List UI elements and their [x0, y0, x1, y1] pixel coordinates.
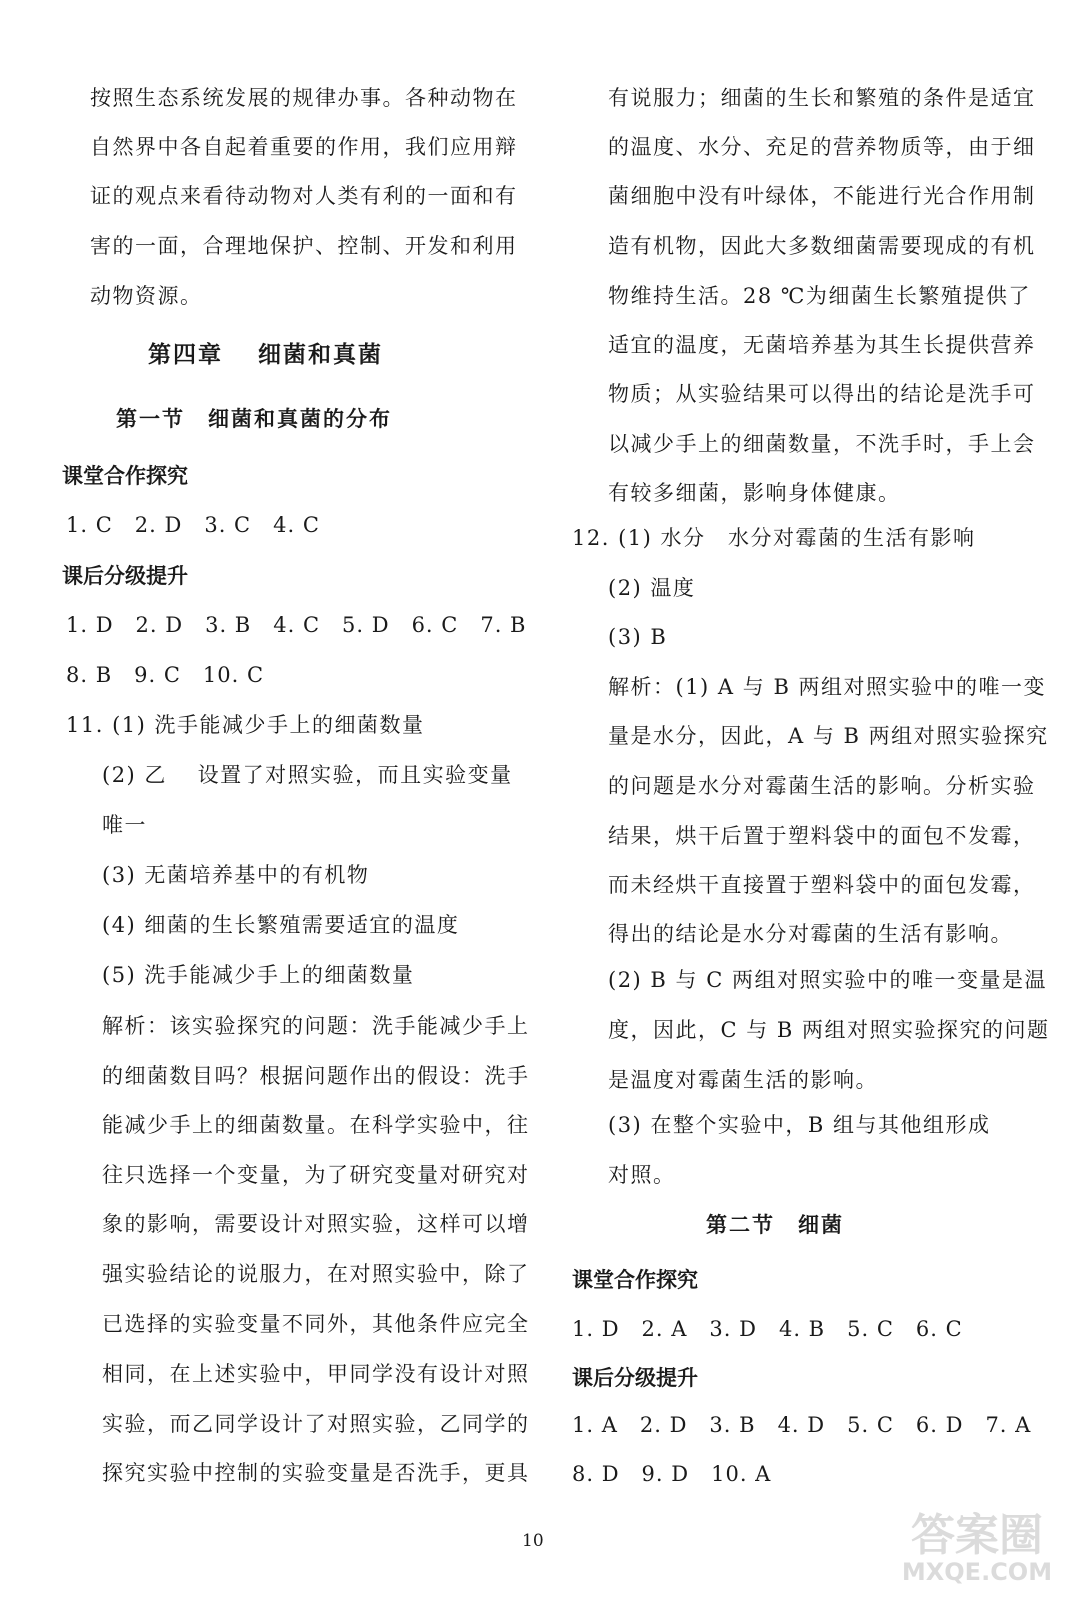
after-class-answers: 8. B 9. C 10. C [66, 663, 265, 687]
q11-answer: (2) 乙 设置了对照实验，而且实验变量 [102, 763, 513, 787]
analysis-line: 得出的结论是水分对霉菌的生活有影响。 [608, 922, 1013, 946]
continued-line: 有较多细菌，影响身体健康。 [608, 481, 901, 505]
analysis-line: 对照。 [608, 1163, 676, 1187]
analysis-line: 而未经烘干直接置于塑料袋中的面包发霉， [608, 873, 1036, 897]
analysis-line: 强实验结论的说服力，在对照实验中，除了 [102, 1262, 530, 1286]
q11-answer: (3) 无菌培养基中的有机物 [102, 863, 370, 887]
analysis-line: 已选择的实验变量不同外，其他条件应完全 [102, 1312, 530, 1336]
continued-line: 物质；从实验结果可以得出的结论是洗手可 [608, 382, 1036, 406]
analysis-line: 能减少手上的细菌数量。在科学实验中，往 [102, 1113, 530, 1137]
intro-line: 害的一面，合理地保护、控制、开发和利用 [90, 234, 518, 258]
q11-answer: (5) 洗手能减少手上的细菌数量 [102, 963, 415, 987]
analysis-line: 相同，在上述实验中，甲同学没有设计对照 [102, 1362, 530, 1386]
analysis-line: 解析：(1) A 与 B 两组对照实验中的唯一变 [608, 675, 1047, 699]
intro-line: 自然界中各自起着重要的作用，我们应用辩 [90, 135, 518, 159]
classroom-answers: 1. C 2. D 3. C 4. C [66, 513, 320, 537]
analysis-line: (3) 在整个实验中，B 组与其他组形成 [608, 1113, 991, 1137]
heading-classroom-coop: 课堂合作探究 [62, 464, 188, 488]
analysis-line: 度，因此，C 与 B 两组对照实验探究的问题 [608, 1018, 1050, 1042]
after-class-answers: 1. D 2. D 3. B 4. C 5. D 6. C 7. B [66, 613, 527, 637]
continued-line: 以减少手上的细菌数量，不洗手时，手上会 [608, 432, 1036, 456]
q12-answer: (3) B [608, 625, 668, 649]
intro-line: 动物资源。 [90, 284, 203, 308]
q12-answer: 12. (1) 水分 水分对霉菌的生活有影响 [572, 526, 976, 550]
analysis-line: 象的影响，需要设计对照实验，这样可以增 [102, 1212, 530, 1236]
analysis-line: 是温度对霉菌生活的影响。 [608, 1068, 878, 1092]
q11-answer: 11. (1) 洗手能减少手上的细菌数量 [66, 713, 425, 737]
after-class-answers: 8. D 9. D 10. A [572, 1462, 772, 1486]
continued-line: 有说服力；细菌的生长和繁殖的条件是适宜 [608, 86, 1036, 110]
analysis-line: 往只选择一个变量，为了研究变量对研究对 [102, 1163, 530, 1187]
heading-after-class: 课后分级提升 [572, 1366, 698, 1390]
analysis-line: 结果，烘干后置于塑料袋中的面包不发霉， [608, 824, 1036, 848]
analysis-line: 探究实验中控制的实验变量是否洗手，更具 [102, 1461, 530, 1485]
watermark-cn: 答案圈 [911, 1510, 1043, 1561]
after-class-answers: 1. A 2. D 3. B 4. D 5. C 6. D 7. A [572, 1413, 1032, 1437]
intro-line: 按照生态系统发展的规律办事。各种动物在 [90, 86, 518, 110]
continued-line: 的温度、水分、充足的营养物质等，由于细 [608, 135, 1036, 159]
classroom-answers: 1. D 2. A 3. D 4. B 5. C 6. C [572, 1317, 963, 1341]
analysis-line: 的细菌数目吗？根据问题作出的假设：洗手 [102, 1064, 530, 1088]
q12-answer: (2) 温度 [608, 576, 696, 600]
heading-after-class: 课后分级提升 [62, 564, 188, 588]
analysis-line: 实验，而乙同学设计了对照实验，乙同学的 [102, 1412, 530, 1436]
analysis-line: 的问题是水分对霉菌生活的影响。分析实验 [608, 774, 1036, 798]
section-title: 第一节 细菌和真菌的分布 [116, 406, 392, 431]
chapter-title: 第四章 细菌和真菌 [148, 341, 384, 368]
continued-line: 适宜的温度，无菌培养基为其生长提供营养 [608, 333, 1036, 357]
analysis-line: (2) B 与 C 两组对照实验中的唯一变量是温 [608, 968, 1047, 992]
watermark-logo [897, 1498, 1057, 1588]
intro-line: 证的观点来看待动物对人类有利的一面和有 [90, 184, 518, 208]
analysis-line: 解析：该实验探究的问题：洗手能减少手上 [102, 1014, 530, 1038]
watermark-en: MXQE.COM [901, 1558, 1053, 1586]
continued-line: 物维持生活。28 ℃为细菌生长繁殖提供了 [608, 284, 1031, 308]
continued-line: 造有机物，因此大多数细菌需要现成的有机 [608, 234, 1036, 258]
q11-answer: (4) 细菌的生长繁殖需要适宜的温度 [102, 913, 460, 937]
page-number: 10 [522, 1531, 544, 1551]
continued-line: 菌细胞中没有叶绿体，不能进行光合作用制 [608, 184, 1036, 208]
q11-answer: 唯一 [102, 813, 147, 837]
section-title: 第二节 细菌 [706, 1212, 844, 1237]
analysis-line: 量是水分，因此，A 与 B 两组对照实验探究 [608, 724, 1049, 748]
heading-classroom-coop: 课堂合作探究 [572, 1268, 698, 1292]
